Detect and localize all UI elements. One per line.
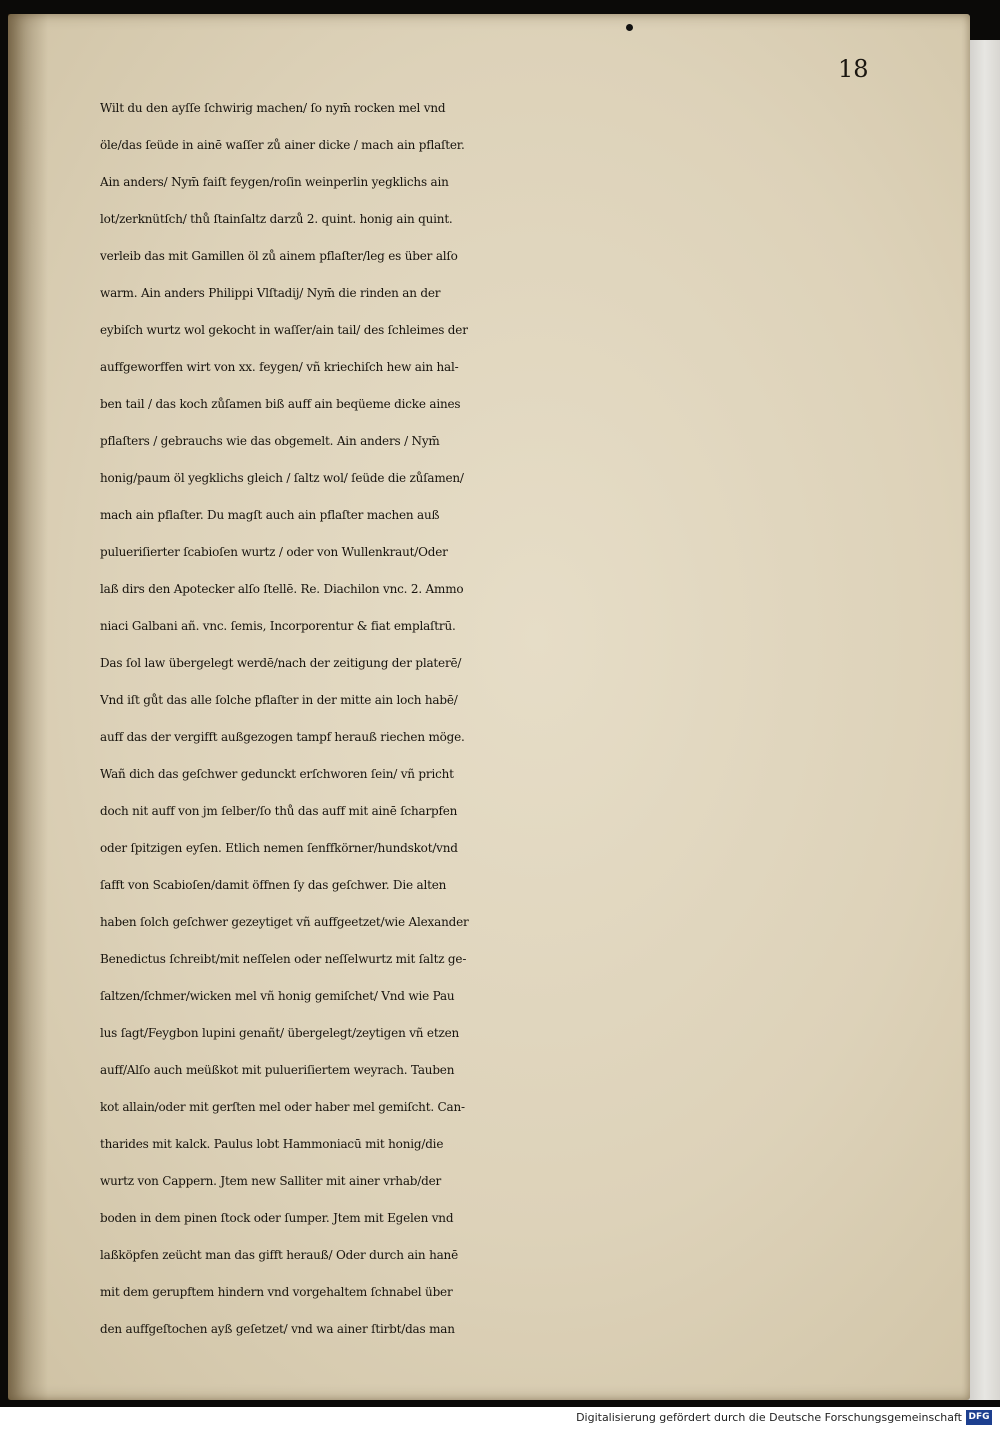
text-line: verleib das mit Gamillen öl zů ainem pflaſter/leg es über alſo [100,249,458,263]
text-block [100,90,900,1348]
text-line: Das ſol law übergelegt werdē/nach der zeitigung der platerē/ [100,656,462,670]
text-line: laß dirs den Apotecker alſo ſtellē. Re. Diachilon vnc. 2. Ammo [100,582,464,596]
text-line: auffgeworffen wirt von xx. feygen/ vñ kriechiſch hew ain hal- [100,360,459,374]
text-line: Wañ dich das geſchwer gedunckt erſchworen ſein/ vñ pricht [100,767,454,781]
page-number: 18 [838,55,869,83]
text-line: pulueriſierter ſcabioſen wurtz / oder von Wullenkraut/Oder [100,545,448,559]
text-line: doch nit auff von jm ſelber/ſo thů das auff mit ainē ſcharpfen [100,804,458,818]
text-line: honig/paum öl yegklichs gleich / ſaltz wol/ ſeüde die zůſamen/ [100,471,464,485]
text-line: laßköpfen zeücht man das gifft herauß/ Oder durch ain hanē [100,1248,458,1262]
text-line: niaci Galbani añ. vnc. ſemis, Incorporentur & fiat emplaſtrū. [100,619,456,633]
text-line: tharides mit kalck. Paulus lobt Hammoniacū mit honig/die [100,1137,444,1151]
text-line: pflaſters / gebrauchs wie das obgemelt. Ain anders / Nym̄ [100,434,440,448]
text-line: auff/Alſo auch meüßkot mit pulueriſiertem weyrach. Tauben [100,1063,455,1077]
text-line: ben tail / das koch zůſamen biß auff ain beqüeme dicke aines [100,397,461,411]
text-line: auff das der vergifft außgezogen tampf herauß riechen möge. [100,730,465,744]
dfg-logo: DFG [966,1410,992,1425]
text-line: ſafft von Scabioſen/damit öffnen ſy das geſchwer. Die alten [100,878,447,892]
text-line: haben ſolch geſchwer gezeytiget vñ auffgeetzet/wie Alexander [100,915,469,929]
text-line: Ain anders/ Nym̄ faiſt feygen/roſin weinperlin yegklichs ain [100,175,449,189]
text-line: lot/zerknütſch/ thů ſtainſaltz darzů 2. quint. honig ain quint. [100,212,453,226]
funding-credit: Digitalisierung gefördert durch die Deutsche Forschungsgemeinschaft [576,1411,962,1424]
text-line: den auffgeſtochen ayß geſetzet/ vnd wa ainer ſtirbt/das man [100,1322,455,1336]
text-line: boden in dem pinen ſtock oder ſumper. Jtem mit Egelen vnd [100,1211,454,1225]
text-line: eybiſch wurtz wol gekocht in waſſer/ain tail/ des ſchleimes der [100,323,468,337]
text-line: Benedictus ſchreibt/mit neſſelen oder neſſelwurtz mit ſaltz ge- [100,952,467,966]
ink-dot [626,24,633,31]
footer [0,1407,1000,1431]
text-line: Vnd iſt gůt das alle ſolche pflaſter in der mitte ain loch habē/ [100,693,458,707]
text-line: lus ſagt/Feygbon lupini genañt/ übergelegt/zeytigen vñ etzen [100,1026,460,1040]
text-line: öle/das ſeüde in ainē waſſer zů ainer dicke / mach ain pflaſter. [100,138,465,152]
text-line: mit dem gerupftem hindern vnd vorgehaltem ſchnabel über [100,1285,453,1299]
text-line: mach ain pflaſter. Du magſt auch ain pflaſter machen auß [100,508,440,522]
text-line: kot allain/oder mit gerſten mel oder haber mel gemiſcht. Can- [100,1100,465,1114]
text-line: warm. Ain anders Philippi Vlſtadij/ Nym̄ die rinden an der [100,286,441,300]
text-line: Wilt du den ayſſe ſchwirig machen/ ſo nym̄ rocken mel vnd [100,101,446,115]
text-line: oder ſpitzigen eyſen. Etlich nemen ſenffkörner/hundskot/vnd [100,841,458,855]
gutter-shadow [8,14,48,1400]
text-line: wurtz von Cappern. Jtem new Salliter mit ainer vrhab/der [100,1174,442,1188]
text-line: ſaltzen/ſchmer/wicken mel vñ honig gemiſchet/ Vnd wie Pau [100,989,455,1003]
